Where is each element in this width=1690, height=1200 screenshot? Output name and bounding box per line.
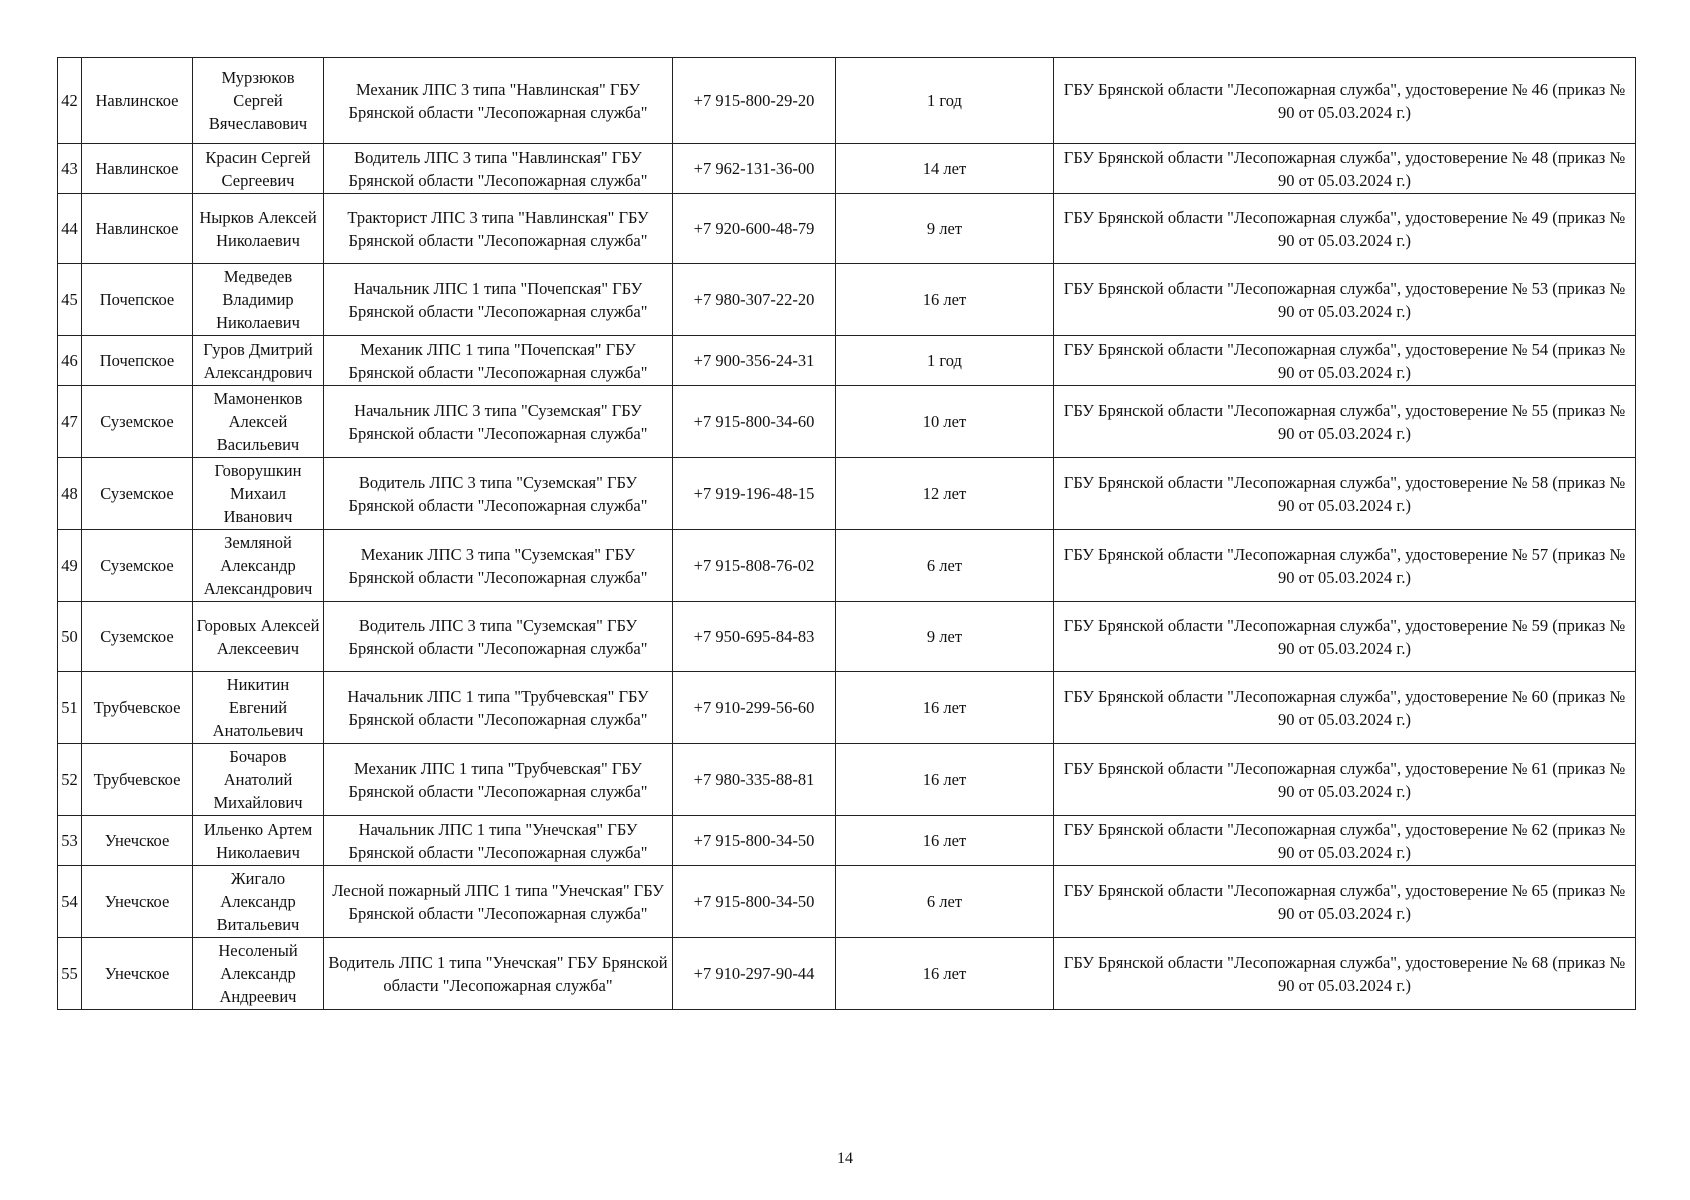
- district-cell: Суземское: [82, 602, 193, 672]
- position-cell: Тракторист ЛПС 3 типа "Навлинская" ГБУ Брянской области "Лесопожарная служба": [324, 194, 673, 264]
- phone-cell: +7 962-131-36-00: [673, 144, 836, 194]
- page-number: 14: [837, 1150, 853, 1167]
- position-cell: Механик ЛПС 1 типа "Трубчевская" ГБУ Брянской области "Лесопожарная служба": [324, 744, 673, 816]
- certificate-cell: ГБУ Брянской области "Лесопожарная служба", удостоверение № 61 (приказ № 90 от 05.03.2024 г.): [1054, 744, 1636, 816]
- phone-cell: +7 915-800-29-20: [673, 58, 836, 144]
- full-name-cell: Мурзюков Сергей Вячеславович: [193, 58, 324, 144]
- position-cell: Водитель ЛПС 3 типа "Суземская" ГБУ Брянской области "Лесопожарная служба": [324, 602, 673, 672]
- phone-cell: +7 915-800-34-50: [673, 866, 836, 938]
- experience-cell: 16 лет: [836, 744, 1054, 816]
- table-row: [58, 744, 1636, 816]
- district-cell: Трубчевское: [82, 744, 193, 816]
- certificate-cell: ГБУ Брянской области "Лесопожарная служба", удостоверение № 58 (приказ № 90 от 05.03.2024 г.): [1054, 458, 1636, 530]
- phone-cell: +7 919-196-48-15: [673, 458, 836, 530]
- full-name-cell: Нырков Алексей Николаевич: [193, 194, 324, 264]
- phone-cell: +7 915-808-76-02: [673, 530, 836, 602]
- district-cell: Суземское: [82, 458, 193, 530]
- full-name-cell: Горовых Алексей Алексеевич: [193, 602, 324, 672]
- district-cell: Навлинское: [82, 194, 193, 264]
- certificate-cell: ГБУ Брянской области "Лесопожарная служба", удостоверение № 59 (приказ № 90 от 05.03.2024 г.): [1054, 602, 1636, 672]
- position-cell: Механик ЛПС 1 типа "Почепская" ГБУ Брянской области "Лесопожарная служба": [324, 336, 673, 386]
- certificate-cell: ГБУ Брянской области "Лесопожарная служба", удостоверение № 49 (приказ № 90 от 05.03.2024 г.): [1054, 194, 1636, 264]
- experience-cell: 1 год: [836, 58, 1054, 144]
- district-cell: Суземское: [82, 530, 193, 602]
- full-name-cell: Бочаров Анатолий Михайлович: [193, 744, 324, 816]
- full-name-cell: Ильенко Артем Николаевич: [193, 816, 324, 866]
- row-number-cell: 46: [58, 336, 82, 386]
- experience-cell: 16 лет: [836, 938, 1054, 1010]
- experience-cell: 6 лет: [836, 866, 1054, 938]
- table-row: [58, 336, 1636, 386]
- district-cell: Унечское: [82, 866, 193, 938]
- phone-cell: +7 950-695-84-83: [673, 602, 836, 672]
- table-row: [58, 672, 1636, 744]
- position-cell: Начальник ЛПС 1 типа "Трубчевская" ГБУ Брянской области "Лесопожарная служба": [324, 672, 673, 744]
- row-number-cell: 52: [58, 744, 82, 816]
- row-number-cell: 54: [58, 866, 82, 938]
- position-cell: Водитель ЛПС 3 типа "Суземская" ГБУ Брянской области "Лесопожарная служба": [324, 458, 673, 530]
- row-number-cell: 50: [58, 602, 82, 672]
- certificate-cell: ГБУ Брянской области "Лесопожарная служба", удостоверение № 57 (приказ № 90 от 05.03.2024 г.): [1054, 530, 1636, 602]
- table-row: [58, 866, 1636, 938]
- district-cell: Унечское: [82, 938, 193, 1010]
- experience-cell: 9 лет: [836, 602, 1054, 672]
- table-row: [58, 144, 1636, 194]
- experience-cell: 10 лет: [836, 386, 1054, 458]
- table-body: [58, 58, 1636, 1010]
- row-number-cell: 55: [58, 938, 82, 1010]
- district-cell: Почепское: [82, 264, 193, 336]
- experience-cell: 9 лет: [836, 194, 1054, 264]
- row-number-cell: 47: [58, 386, 82, 458]
- district-cell: Навлинское: [82, 144, 193, 194]
- experience-cell: 16 лет: [836, 672, 1054, 744]
- experience-cell: 12 лет: [836, 458, 1054, 530]
- phone-cell: +7 915-800-34-50: [673, 816, 836, 866]
- table-row: [58, 602, 1636, 672]
- certificate-cell: ГБУ Брянской области "Лесопожарная служба", удостоверение № 68 (приказ № 90 от 05.03.2024 г.): [1054, 938, 1636, 1010]
- district-cell: Унечское: [82, 816, 193, 866]
- experience-cell: 16 лет: [836, 264, 1054, 336]
- table-row: [58, 386, 1636, 458]
- table-row: [58, 58, 1636, 144]
- position-cell: Механик ЛПС 3 типа "Суземская" ГБУ Брянской области "Лесопожарная служба": [324, 530, 673, 602]
- full-name-cell: Несоленый Александр Андреевич: [193, 938, 324, 1010]
- certificate-cell: ГБУ Брянской области "Лесопожарная служба", удостоверение № 62 (приказ № 90 от 05.03.2024 г.): [1054, 816, 1636, 866]
- full-name-cell: Красин Сергей Сергеевич: [193, 144, 324, 194]
- full-name-cell: Гуров Дмитрий Александрович: [193, 336, 324, 386]
- table-row: [58, 194, 1636, 264]
- table-row: [58, 530, 1636, 602]
- table-row: [58, 458, 1636, 530]
- full-name-cell: Медведев Владимир Николаевич: [193, 264, 324, 336]
- certificate-cell: ГБУ Брянской области "Лесопожарная служба", удостоверение № 65 (приказ № 90 от 05.03.2024 г.): [1054, 866, 1636, 938]
- full-name-cell: Говорушкин Михаил Иванович: [193, 458, 324, 530]
- phone-cell: +7 920-600-48-79: [673, 194, 836, 264]
- position-cell: Водитель ЛПС 3 типа "Навлинская" ГБУ Брянской области "Лесопожарная служба": [324, 144, 673, 194]
- phone-cell: +7 980-307-22-20: [673, 264, 836, 336]
- position-cell: Механик ЛПС 3 типа "Навлинская" ГБУ Брянской области "Лесопожарная служба": [324, 58, 673, 144]
- experience-cell: 14 лет: [836, 144, 1054, 194]
- experience-cell: 1 год: [836, 336, 1054, 386]
- position-cell: Начальник ЛПС 3 типа "Суземская" ГБУ Брянской области "Лесопожарная служба": [324, 386, 673, 458]
- position-cell: Начальник ЛПС 1 типа "Почепская" ГБУ Брянской области "Лесопожарная служба": [324, 264, 673, 336]
- full-name-cell: Никитин Евгений Анатольевич: [193, 672, 324, 744]
- full-name-cell: Мамоненков Алексей Васильевич: [193, 386, 324, 458]
- certificate-cell: ГБУ Брянской области "Лесопожарная служба", удостоверение № 53 (приказ № 90 от 05.03.2024 г.): [1054, 264, 1636, 336]
- position-cell: Водитель ЛПС 1 типа "Унечская" ГБУ Брянской области "Лесопожарная служба": [324, 938, 673, 1010]
- certificate-cell: ГБУ Брянской области "Лесопожарная служба", удостоверение № 55 (приказ № 90 от 05.03.2024 г.): [1054, 386, 1636, 458]
- personnel-table: [57, 57, 1636, 1010]
- full-name-cell: Жигало Александр Витальевич: [193, 866, 324, 938]
- experience-cell: 6 лет: [836, 530, 1054, 602]
- certificate-cell: ГБУ Брянской области "Лесопожарная служба", удостоверение № 46 (приказ № 90 от 05.03.2024 г.): [1054, 58, 1636, 144]
- row-number-cell: 45: [58, 264, 82, 336]
- district-cell: Трубчевское: [82, 672, 193, 744]
- position-cell: Начальник ЛПС 1 типа "Унечская" ГБУ Брянской области "Лесопожарная служба": [324, 816, 673, 866]
- experience-cell: 16 лет: [836, 816, 1054, 866]
- phone-cell: +7 910-297-90-44: [673, 938, 836, 1010]
- row-number-cell: 42: [58, 58, 82, 144]
- certificate-cell: ГБУ Брянской области "Лесопожарная служба", удостоверение № 48 (приказ № 90 от 05.03.2024 г.): [1054, 144, 1636, 194]
- district-cell: Почепское: [82, 336, 193, 386]
- phone-cell: +7 915-800-34-60: [673, 386, 836, 458]
- table-row: [58, 816, 1636, 866]
- district-cell: Суземское: [82, 386, 193, 458]
- certificate-cell: ГБУ Брянской области "Лесопожарная служба", удостоверение № 54 (приказ № 90 от 05.03.2024 г.): [1054, 336, 1636, 386]
- full-name-cell: Земляной Александр Александрович: [193, 530, 324, 602]
- table-row: [58, 264, 1636, 336]
- row-number-cell: 43: [58, 144, 82, 194]
- row-number-cell: 51: [58, 672, 82, 744]
- row-number-cell: 49: [58, 530, 82, 602]
- phone-cell: +7 980-335-88-81: [673, 744, 836, 816]
- phone-cell: +7 900-356-24-31: [673, 336, 836, 386]
- table-row: [58, 938, 1636, 1010]
- position-cell: Лесной пожарный ЛПС 1 типа "Унечская" ГБУ Брянской области "Лесопожарная служба": [324, 866, 673, 938]
- row-number-cell: 48: [58, 458, 82, 530]
- phone-cell: +7 910-299-56-60: [673, 672, 836, 744]
- row-number-cell: 44: [58, 194, 82, 264]
- row-number-cell: 53: [58, 816, 82, 866]
- district-cell: Навлинское: [82, 58, 193, 144]
- certificate-cell: ГБУ Брянской области "Лесопожарная служба", удостоверение № 60 (приказ № 90 от 05.03.2024 г.): [1054, 672, 1636, 744]
